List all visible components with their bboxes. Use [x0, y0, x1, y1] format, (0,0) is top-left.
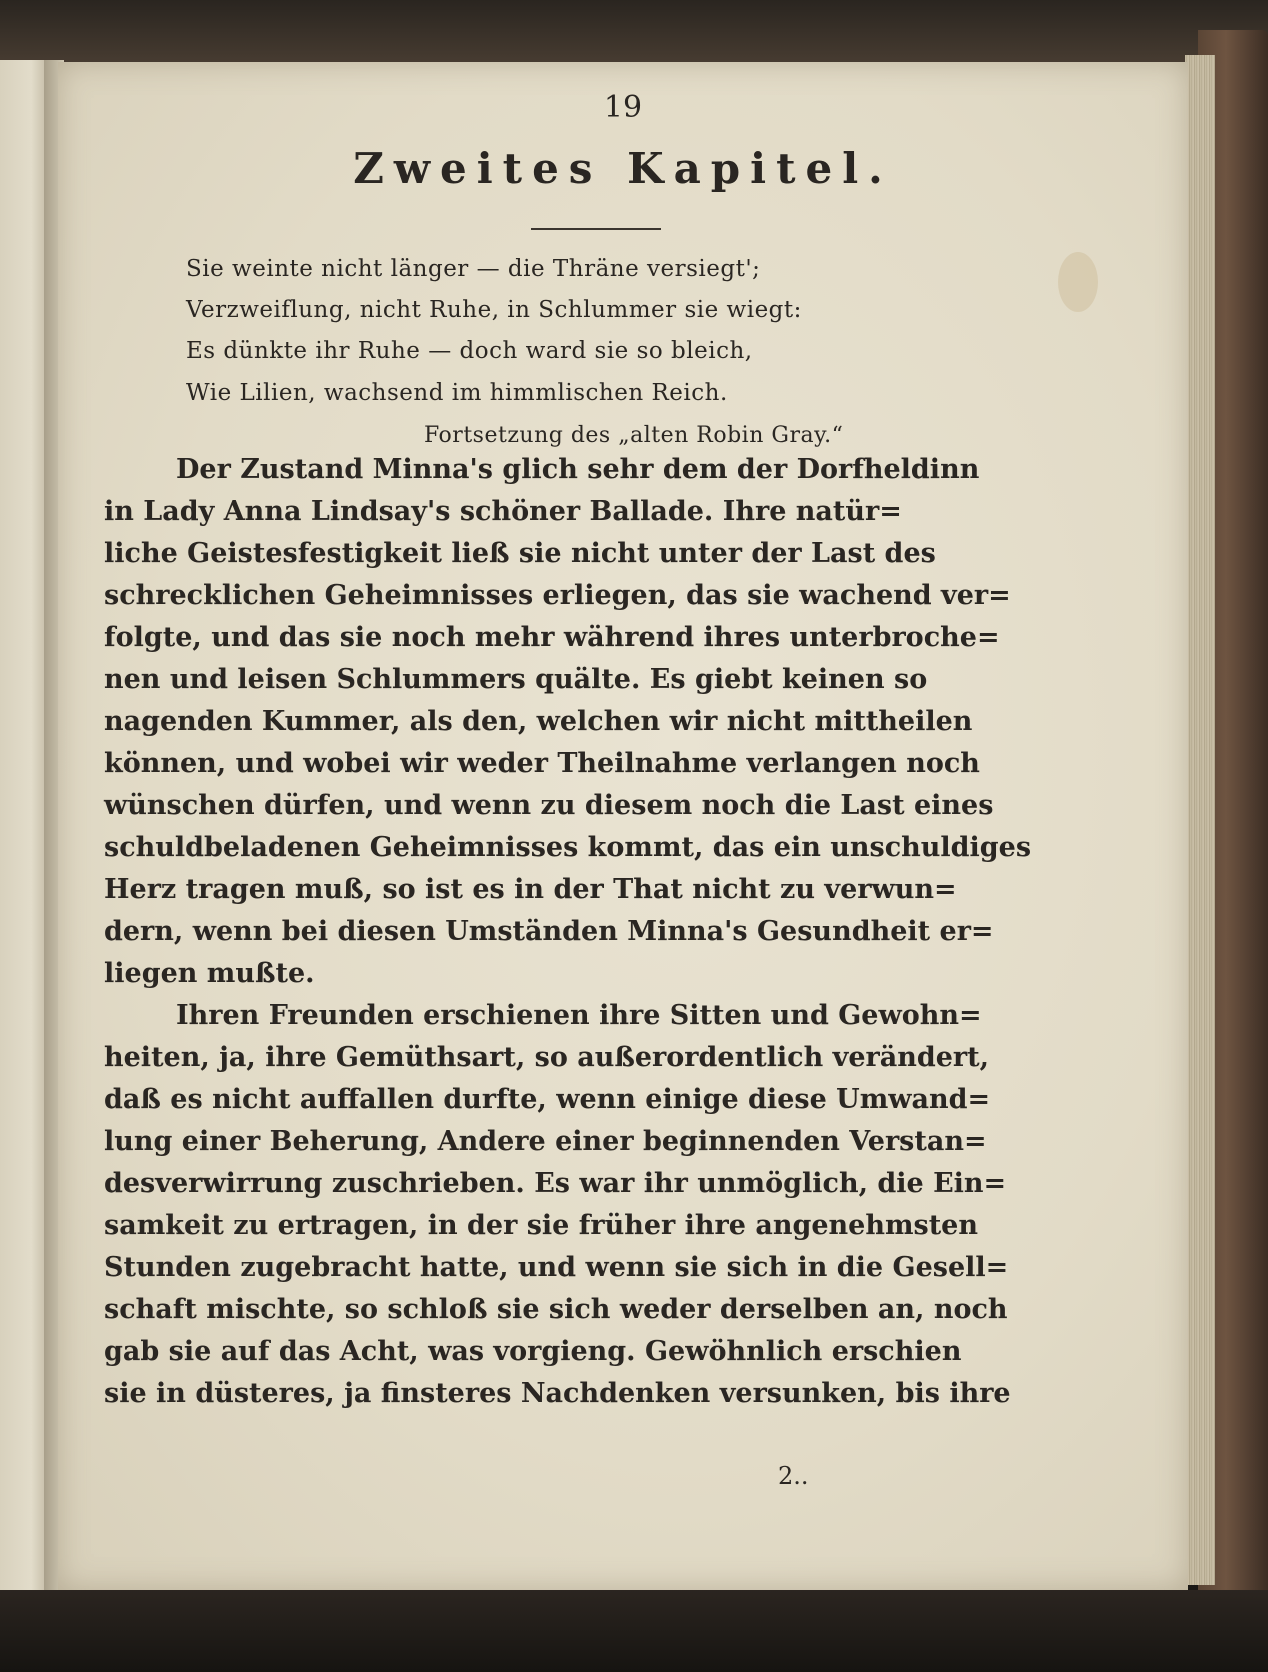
body-line: Der Zustand Minna's glich sehr dem der Dorfheldinn [176, 454, 980, 485]
body-line: liche Geistesfestigkeit ließ sie nicht unter der Last des [104, 538, 936, 569]
chapter-title: Zweites Kapitel. [353, 144, 893, 193]
body-line: gab sie auf das Acht, was vorgieng. Gewöhnlich erschien [104, 1336, 962, 1367]
body-line: können, und wobei wir weder Theilnahme verlangen noch [104, 748, 980, 779]
book-bottom-edge [0, 1590, 1268, 1672]
page-edges [1185, 55, 1215, 1585]
body-line: nagenden Kummer, als den, welchen wir nicht mittheilen [104, 706, 973, 737]
body-line: liegen mußte. [104, 958, 315, 989]
title-rule [531, 228, 661, 230]
body-line: heiten, ja, ihre Gemüthsart, so außerordentlich verändert, [104, 1042, 990, 1073]
body-line: folgte, und das sie noch mehr während ihres unterbroche= [104, 622, 1000, 653]
body-line: schrecklichen Geheimnisses erliegen, das sie wachend ver= [104, 580, 1011, 611]
body-line: Stunden zugebracht hatte, und wenn sie sich in die Gesell= [104, 1252, 1009, 1283]
paper-stain [1058, 252, 1098, 312]
body-line: lung einer Beherung, Andere einer beginnenden Verstan= [104, 1126, 987, 1157]
book-cover-top [0, 0, 1268, 70]
verse-line: Wie Lilien, wachsend im himmlischen Reich. [186, 380, 728, 406]
page-number: 19 [603, 90, 643, 125]
body-line: schuldbeladenen Geheimnisses kommt, das ein unschuldiges [104, 832, 1032, 863]
body-line: nen und leisen Schlummers quälte. Es giebt keinen so [104, 664, 928, 695]
body-line: in Lady Anna Lindsay's schöner Ballade. Ihre natür= [104, 496, 902, 527]
book-page [58, 62, 1188, 1590]
signature-mark: 2.. [778, 1462, 809, 1490]
body-line: Herz tragen muß, so ist es in der That nicht zu verwun= [104, 874, 957, 905]
verse-line: Es dünkte ihr Ruhe — doch ward sie so bleich, [186, 338, 753, 364]
body-line: sie in düsteres, ja finsteres Nachdenken versunken, bis ihre [104, 1378, 1011, 1409]
body-line: samkeit zu ertragen, in der sie früher ihre angenehmsten [104, 1210, 978, 1241]
verse-line: Verzweiflung, nicht Ruhe, in Schlummer sie wiegt: [186, 297, 802, 323]
body-line: desverwirrung zuschrieben. Es war ihr unmöglich, die Ein= [104, 1168, 1007, 1199]
verse-attribution: Fortsetzung des „alten Robin Gray.“ [424, 423, 844, 448]
body-line: schaft mischte, so schloß sie sich weder derselben an, noch [104, 1294, 1008, 1325]
verse-line: Sie weinte nicht länger — die Thräne versiegt'; [186, 256, 761, 282]
body-line: dern, wenn bei diesen Umständen Minna's Gesundheit er= [104, 916, 994, 947]
body-line: daß es nicht auffallen durfte, wenn einige diese Umwand= [104, 1084, 991, 1115]
body-line: Ihren Freunden erschienen ihre Sitten und Gewohn= [176, 1000, 982, 1031]
body-line: wünschen dürfen, und wenn zu diesem noch die Last eines [104, 790, 994, 821]
